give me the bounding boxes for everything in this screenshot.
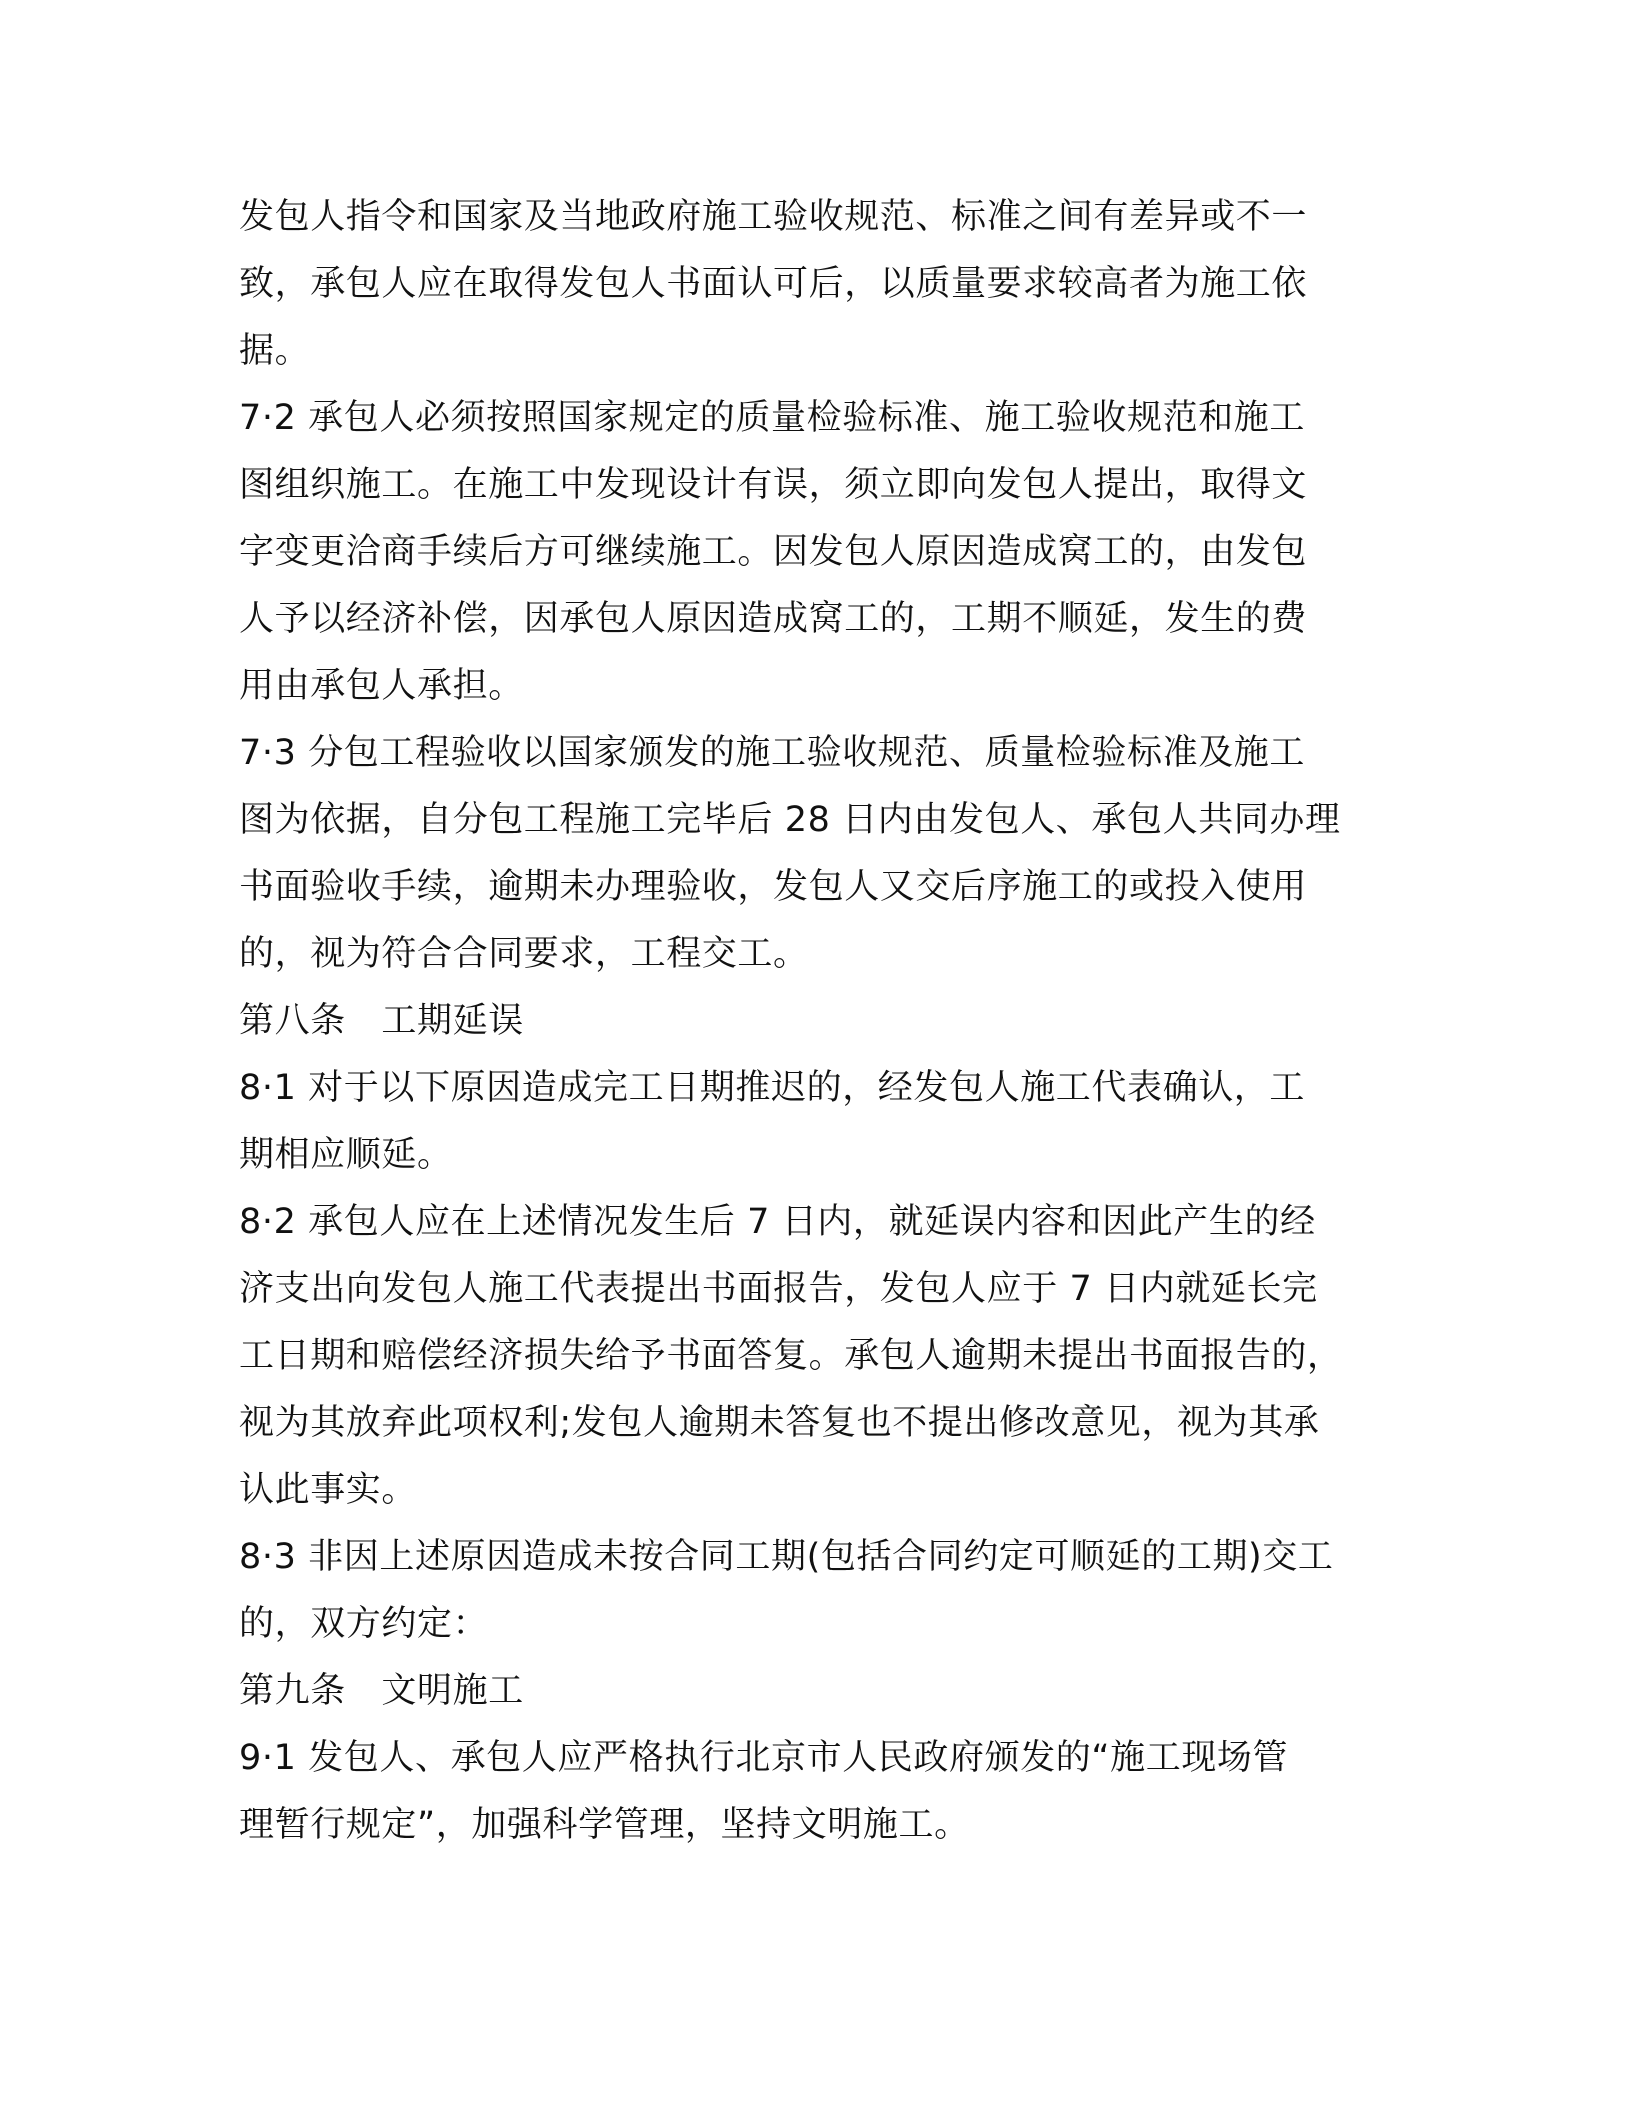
article-8-heading: 第八条 工期延误 <box>239 1001 524 1041</box>
article-9-heading: 第九条 文明施工 <box>239 1671 524 1711</box>
text-line: 视为其放弃此项权利;发包人逾期未答复也不提出修改意见，视为其承 <box>239 1403 1320 1443</box>
text-line: 致，承包人应在取得发包人书面认可后，以质量要求较高者为施工依 <box>239 264 1308 304</box>
text-line: 的，视为符合合同要求，工程交工。 <box>239 934 809 974</box>
contract-text-body <box>239 184 1389 1859</box>
text-line: 期相应顺延。 <box>239 1135 453 1175</box>
clause-9-1-line: 9·1 发包人、承包人应严格执行北京市人民政府颁发的“施工现场管 <box>239 1738 1289 1778</box>
text-line: 据。 <box>239 331 311 371</box>
text-line: 的，双方约定： <box>239 1604 489 1644</box>
text-line: 用由承包人承担。 <box>239 666 524 706</box>
text-line: 书面验收手续，逾期未办理验收，发包人又交后序施工的或投入使用 <box>239 867 1308 907</box>
text-line: 发包人指令和国家及当地政府施工验收规范、标准之间有差异或不一 <box>239 197 1308 237</box>
text-line: 认此事实。 <box>239 1470 418 1510</box>
clause-8-2-line: 8·2 承包人应在上述情况发生后 7 日内，就延误内容和因此产生的经 <box>239 1202 1316 1242</box>
clause-8-3-line: 8·3 非因上述原因造成未按合同工期(包括合同约定可顺延的工期)交工 <box>239 1537 1334 1577</box>
text-line: 图组织施工。在施工中发现设计有误，须立即向发包人提出，取得文 <box>239 465 1308 505</box>
clause-7-3-line: 7·3 分包工程验收以国家颁发的施工验收规范、质量检验标准及施工 <box>239 733 1305 773</box>
clause-7-2-line: 7·2 承包人必须按照国家规定的质量检验标准、施工验收规范和施工 <box>239 398 1305 438</box>
text-line: 字变更洽商手续后方可继续施工。因发包人原因造成窝工的，由发包 <box>239 532 1308 572</box>
clause-8-1-line: 8·1 对于以下原因造成完工日期推迟的，经发包人施工代表确认，工 <box>239 1068 1305 1108</box>
text-line: 理暂行规定”，加强科学管理，坚持文明施工。 <box>239 1805 970 1845</box>
text-line: 工日期和赔偿经济损失给予书面答复。承包人逾期未提出书面报告的， <box>239 1336 1343 1376</box>
text-line: 人予以经济补偿，因承包人原因造成窝工的，工期不顺延，发生的费 <box>239 599 1308 639</box>
text-line: 济支出向发包人施工代表提出书面报告，发包人应于 7 日内就延长完 <box>239 1269 1318 1309</box>
text-line: 图为依据，自分包工程施工完毕后 28 日内由发包人、承包人共同办理 <box>239 800 1341 840</box>
